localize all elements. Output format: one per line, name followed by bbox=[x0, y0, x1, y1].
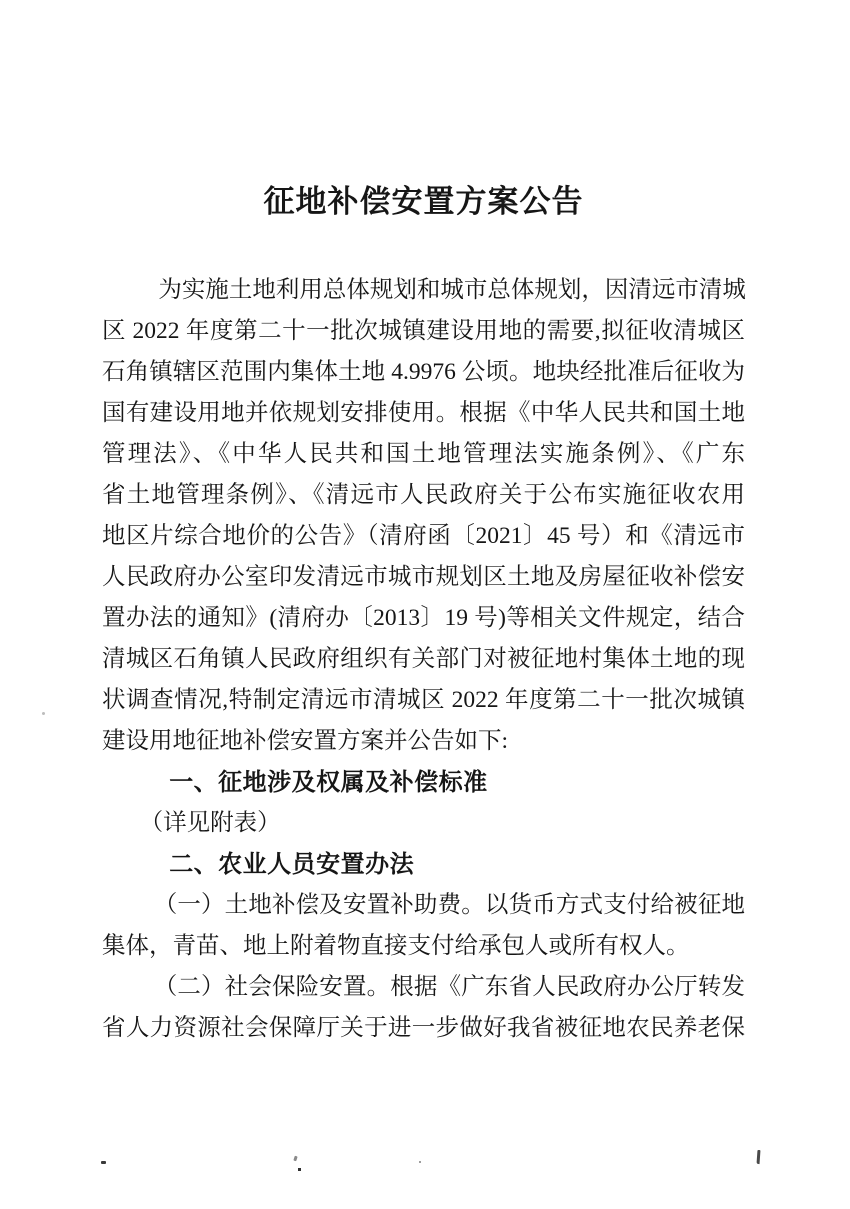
text-line: （一）土地补偿及安置补助费。以货币方式支付给被征地 bbox=[153, 892, 745, 918]
text-line: 省土地管理条例》、《清远市人民政府关于公布实施征收农用 bbox=[102, 482, 745, 508]
section-heading-1: 一、征地涉及权属及补偿标准 bbox=[169, 769, 488, 796]
scan-speck bbox=[298, 1168, 301, 1171]
text-line: 清城区石角镇人民政府组织有关部门对被征地村集体土地的现 bbox=[102, 646, 745, 672]
scan-speck bbox=[757, 1150, 761, 1164]
text-line: 建设用地征地补偿安置方案并公告如下: bbox=[102, 728, 509, 754]
section-heading-2: 二、农业人员安置办法 bbox=[169, 851, 415, 878]
text-line: （详见附表） bbox=[139, 810, 281, 836]
text-line: 管理法》、《中华人民共和国土地管理法实施条例》、《广东 bbox=[102, 441, 745, 467]
document-title: 征地补偿安置方案公告 bbox=[263, 184, 584, 219]
text-line: 状调查情况,特制定清远市清城区 2022 年度第二十一批次城镇 bbox=[102, 687, 745, 713]
scan-speck bbox=[419, 1161, 421, 1163]
text-line: 置办法的通知》(清府办〔2013〕19 号)等相关文件规定，结合 bbox=[102, 605, 745, 631]
text-line: （二）社会保险安置。根据《广东省人民政府办公厅转发 bbox=[153, 974, 745, 1000]
text-line: 人民政府办公室印发清远市城市规划区土地及房屋征收补偿安 bbox=[102, 564, 745, 590]
scan-speck bbox=[293, 1156, 297, 1162]
document-body bbox=[102, 270, 745, 1049]
text-line: 省人力资源社会保障厅关于进一步做好我省被征地农民养老保 bbox=[102, 1015, 745, 1041]
text-line: 为实施土地利用总体规划和城市总体规划，因清远市清城 bbox=[158, 277, 746, 303]
text-line: 石角镇辖区范围内集体土地 4.9976 公顷。地块经批准后征收为 bbox=[102, 359, 745, 385]
scan-speck bbox=[101, 1161, 106, 1164]
text-line: 国有建设用地并依规划安排使用。根据《中华人民共和国土地 bbox=[102, 400, 745, 426]
text-line: 地区片综合地价的公告》（清府函〔2021〕45 号）和《清远市 bbox=[102, 523, 745, 549]
scan-speck bbox=[42, 712, 45, 715]
text-line: 区 2022 年度第二十一批次城镇建设用地的需要,拟征收清城区 bbox=[102, 318, 745, 344]
text-line: 集体，青苗、地上附着物直接支付给承包人或所有权人。 bbox=[102, 933, 690, 959]
